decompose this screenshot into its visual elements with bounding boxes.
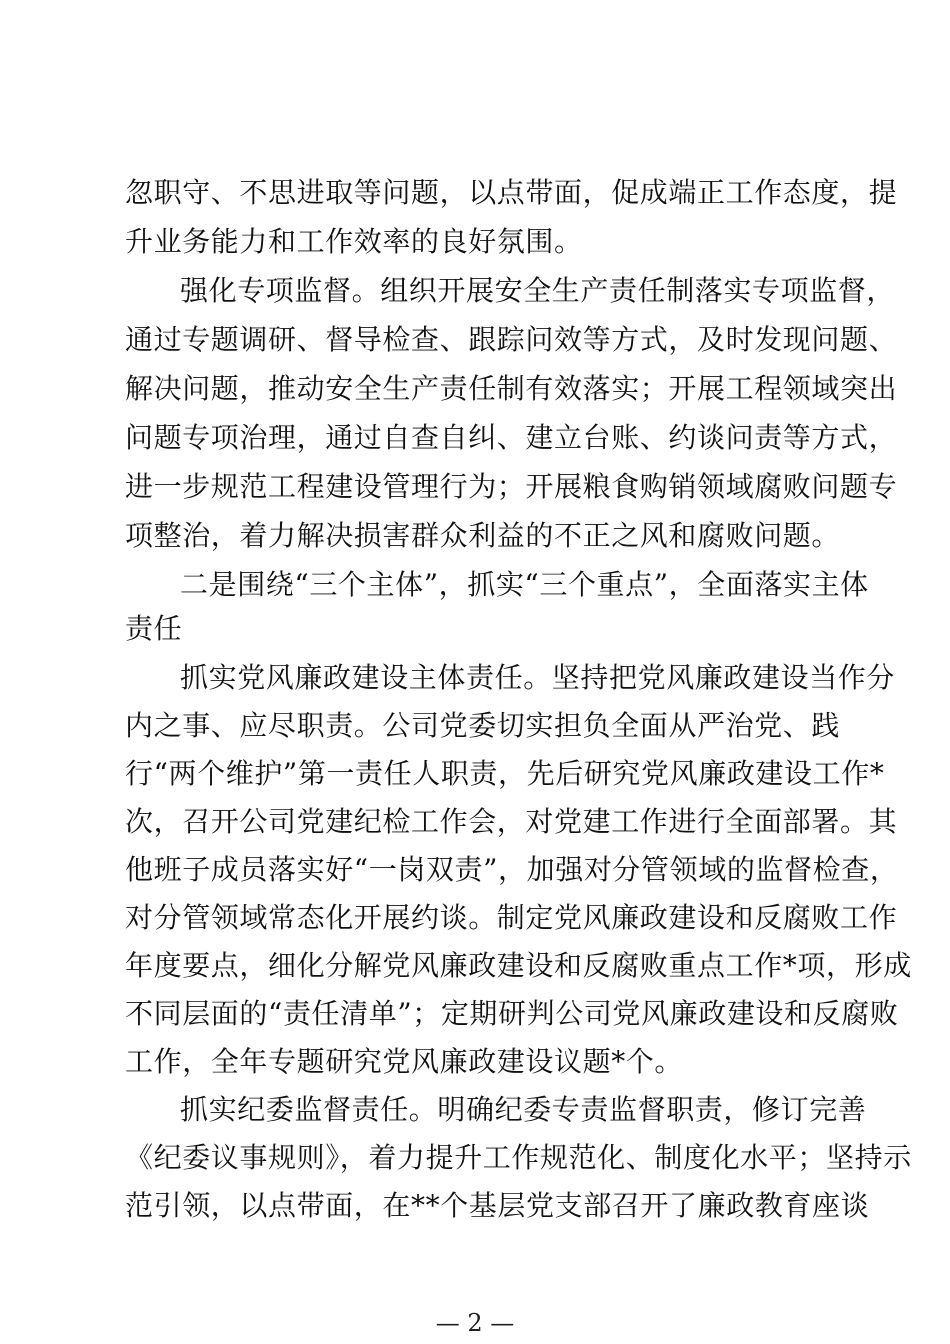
text-line: 升业务能力和工作效率的良好氛围。 <box>125 225 583 258</box>
text-line: 次，召开公司党建纪检工作会，对党建工作进行全面部署。其 <box>125 805 898 838</box>
text-line: 对分管领域常态化开展约谈。制定党风廉政建设和反腐败工作 <box>125 901 898 934</box>
paragraph-start-line: 抓实纪委监督责任。明确纪委专责监督职责，修订完善 <box>180 1093 867 1126</box>
text-line: 忽职守、不思进取等问题，以点带面，促成端正工作态度，提 <box>125 176 898 209</box>
text-line: 通过专题调研、督导检查、跟踪问效等方式，及时发现问题、 <box>125 323 898 356</box>
text-line: 年度要点，细化分解党风廉政建设和反腐败重点工作*项，形成 <box>125 949 912 982</box>
page-number: — 2 — <box>435 1309 515 1337</box>
paragraph-start-line: 抓实党风廉政建设主体责任。坚持把党风廉政建设当作分 <box>180 661 896 694</box>
text-line: 范引领，以点带面，在**个基层党支部召开了廉政教育座谈 <box>125 1189 870 1222</box>
text-line: 行“两个维护”第一责任人职责，先后研究党风廉政建设工作* <box>125 757 885 790</box>
section-heading-line: 责任 <box>125 612 183 645</box>
paragraph-start-line: 强化专项监督。组织开展安全生产责任制落实专项监督， <box>180 274 896 307</box>
section-heading-line: 二是围绕“三个主体”，抓实“三个重点”，全面落实主体 <box>180 568 869 601</box>
text-line: 问题专项治理，通过自查自纠、建立台账、约谈问责等方式， <box>125 421 898 454</box>
text-line: 进一步规范工程建设管理行为；开展粮食购销领域腐败问题专 <box>125 470 898 503</box>
text-line: 他班子成员落实好“一岗双责”，加强对分管领域的监督检查， <box>125 853 899 886</box>
text-line: 《纪委议事规则》，着力提升工作规范化、制度化水平；坚持示 <box>125 1141 912 1174</box>
text-line: 不同层面的“责任清单”；定期研判公司党风廉政建设和反腐败 <box>125 997 899 1030</box>
text-line: 项整治，着力解决损害群众利益的不正之风和腐败问题。 <box>125 519 841 552</box>
text-line: 工作，全年专题研究党风廉政建设议题*个。 <box>125 1045 684 1078</box>
text-line: 内之事、应尽职责。公司党委切实担负全面从严治党、践 <box>125 709 841 742</box>
text-line: 解决问题，推动安全生产责任制有效落实；开展工程领域突出 <box>125 372 898 405</box>
